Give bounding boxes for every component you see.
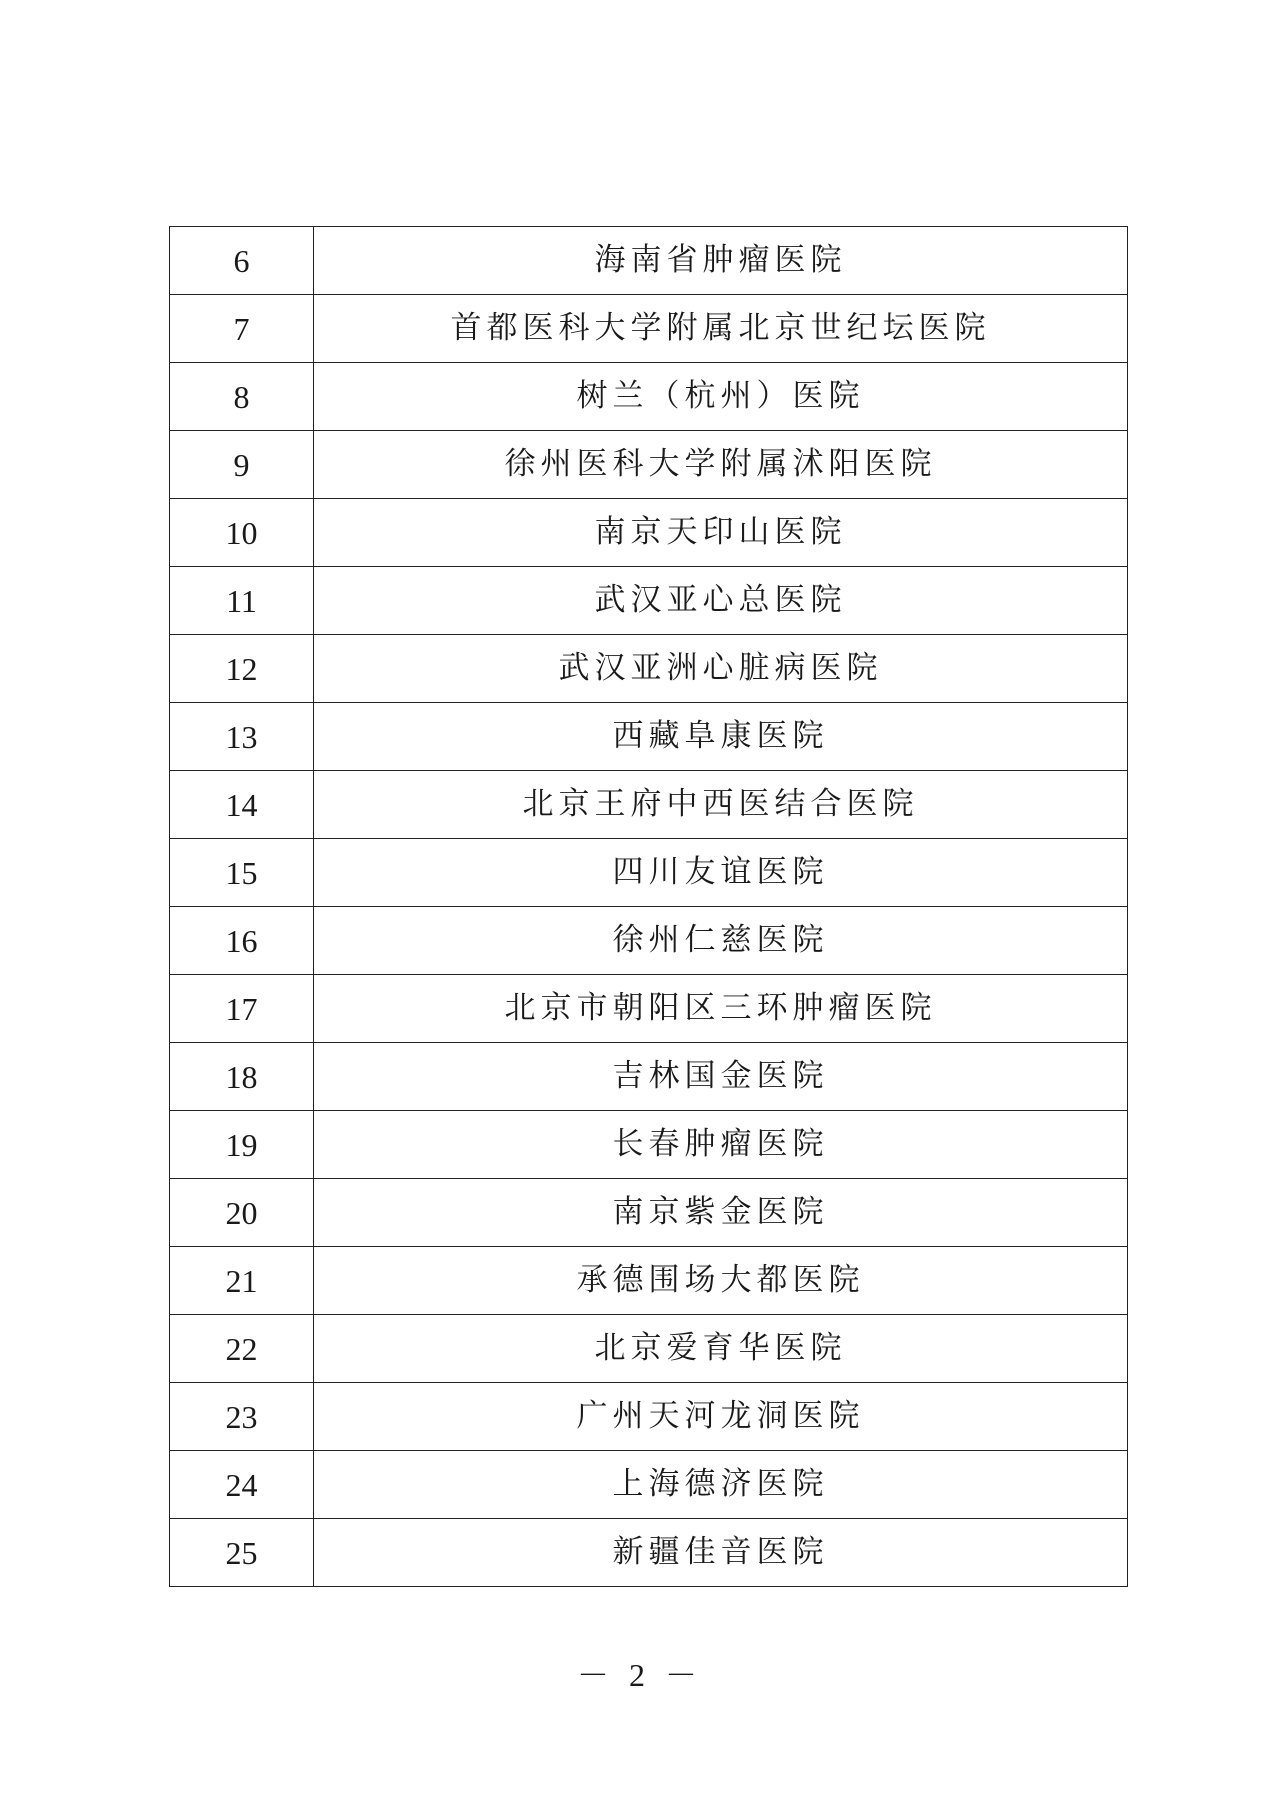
page-number: － 2 －	[576, 1657, 703, 1693]
table-row	[170, 499, 1128, 567]
row-number: 17	[170, 975, 314, 1043]
table-row	[170, 1383, 1128, 1451]
table-row	[170, 227, 1128, 295]
row-number: 7	[170, 295, 314, 363]
hospital-name: 北京王府中西医结合医院	[314, 771, 1128, 839]
hospital-name: 徐州医科大学附属沭阳医院	[314, 431, 1128, 499]
hospital-name: 武汉亚洲心脏病医院	[314, 635, 1128, 703]
row-number: 12	[170, 635, 314, 703]
row-number: 20	[170, 1179, 314, 1247]
table-row	[170, 839, 1128, 907]
hospital-name: 新疆佳音医院	[314, 1519, 1128, 1587]
table-row	[170, 771, 1128, 839]
hospital-name: 北京市朝阳区三环肿瘤医院	[314, 975, 1128, 1043]
table-row	[170, 431, 1128, 499]
hospital-name: 上海德济医院	[314, 1451, 1128, 1519]
hospital-name: 北京爱育华医院	[314, 1315, 1128, 1383]
table-row	[170, 635, 1128, 703]
row-number: 6	[170, 227, 314, 295]
table-row	[170, 295, 1128, 363]
table-row	[170, 1247, 1128, 1315]
row-number: 25	[170, 1519, 314, 1587]
hospital-name: 首都医科大学附属北京世纪坛医院	[314, 295, 1128, 363]
row-number: 19	[170, 1111, 314, 1179]
hospital-name: 广州天河龙洞医院	[314, 1383, 1128, 1451]
table-row	[170, 1451, 1128, 1519]
hospital-name: 长春肿瘤医院	[314, 1111, 1128, 1179]
table-row	[170, 1179, 1128, 1247]
hospital-name: 南京紫金医院	[314, 1179, 1128, 1247]
row-number: 14	[170, 771, 314, 839]
row-number: 15	[170, 839, 314, 907]
row-number: 21	[170, 1247, 314, 1315]
row-number: 11	[170, 567, 314, 635]
hospital-name: 武汉亚心总医院	[314, 567, 1128, 635]
table-row	[170, 1315, 1128, 1383]
row-number: 16	[170, 907, 314, 975]
hospital-name: 吉林国金医院	[314, 1043, 1128, 1111]
table-row	[170, 1043, 1128, 1111]
row-number: 22	[170, 1315, 314, 1383]
hospital-name: 徐州仁慈医院	[314, 907, 1128, 975]
hospital-name: 树兰（杭州）医院	[314, 363, 1128, 431]
hospital-list-table	[169, 226, 1128, 1587]
row-number: 18	[170, 1043, 314, 1111]
table-row	[170, 363, 1128, 431]
table-row	[170, 975, 1128, 1043]
row-number: 9	[170, 431, 314, 499]
row-number: 13	[170, 703, 314, 771]
row-number: 23	[170, 1383, 314, 1451]
table-row	[170, 1111, 1128, 1179]
table-row	[170, 567, 1128, 635]
hospital-name: 海南省肿瘤医院	[314, 227, 1128, 295]
hospital-name: 承德围场大都医院	[314, 1247, 1128, 1315]
hospital-name: 南京天印山医院	[314, 499, 1128, 567]
row-number: 10	[170, 499, 314, 567]
table-row	[170, 1519, 1128, 1587]
table-row	[170, 907, 1128, 975]
row-number: 24	[170, 1451, 314, 1519]
hospital-name: 西藏阜康医院	[314, 703, 1128, 771]
row-number: 8	[170, 363, 314, 431]
hospital-name: 四川友谊医院	[314, 839, 1128, 907]
table-row	[170, 703, 1128, 771]
hospital-list-body	[170, 227, 1128, 1587]
